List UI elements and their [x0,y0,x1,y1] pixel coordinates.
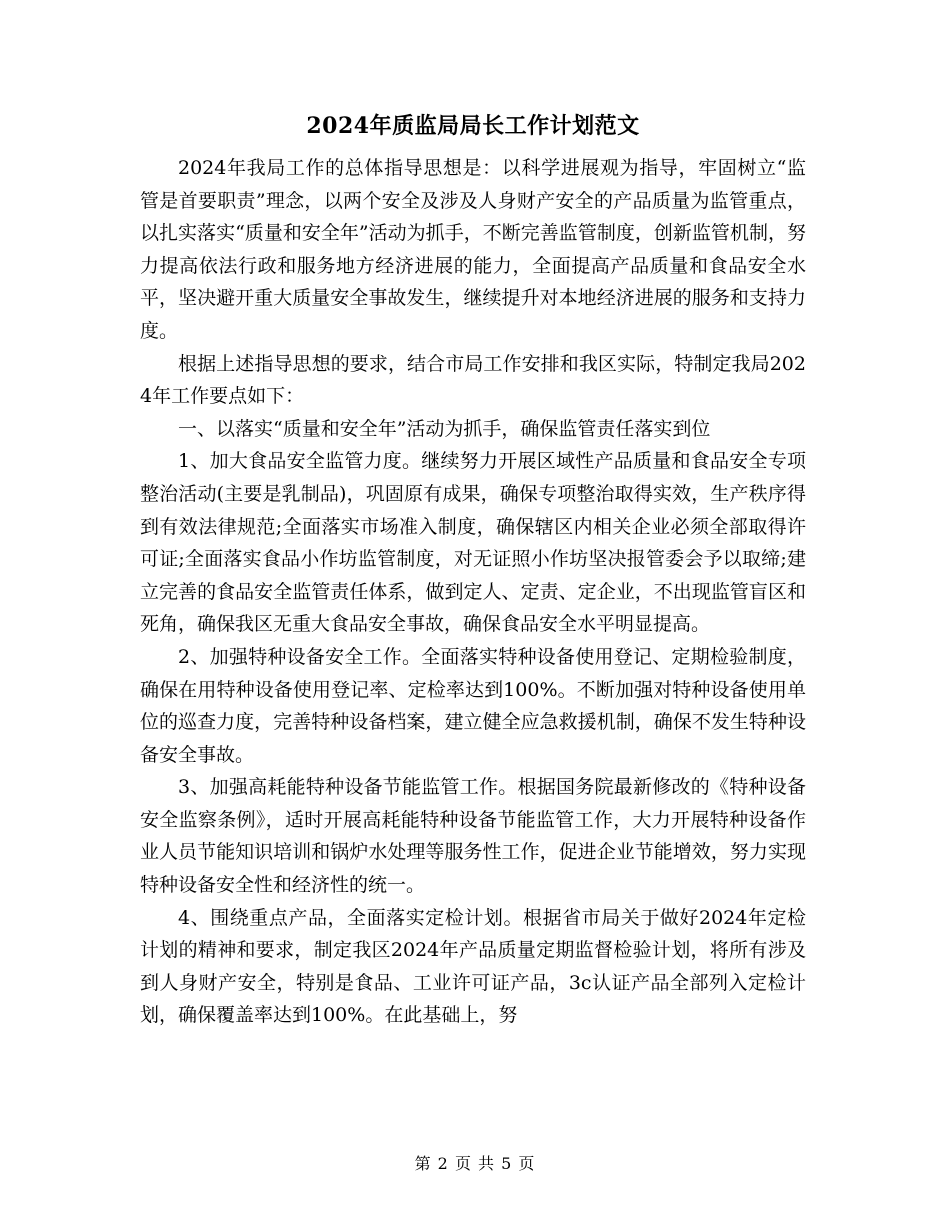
paragraph-work-points-intro: 根据上述指导思想的要求，结合市局工作安排和我区实际，特制定我局2024年工作要点如下： [140,352,806,408]
document-body [140,106,806,1032]
document-title: 2024年质监局局长工作计划范文 [306,113,640,139]
paragraph-item-3-energy-saving: 3、加强高耗能特种设备节能监管工作。根据国务院最新修改的《特种设备安全监察条例》，适时开展高耗能特种设备节能监管工作，大力开展特种设备作业人员节能知识培训和锅炉水处理等服务性工作，促进企业节能增效，努力实现特种设备安全性和经济性的统一。 [140,776,806,897]
page-number-footer: 第 2 页 共 5 页 [414,1154,536,1173]
paragraph-item-2-special-equipment: 2、加强特种设备安全工作。全面落实特种设备使用登记、定期检验制度，确保在用特种设备使用登记率、定检率达到100%。不断加强对特种设备使用单位的巡查力度，完善特种设备档案，建立健全应急救援机制，确保不发生特种设备安全事故。 [140,645,806,766]
paragraph-item-1-food-safety: 1、加大食品安全监管力度。继续努力开展区域性产品质量和食品安全专项整治活动(主要是乳制品)，巩固原有成果，确保专项整治取得实效，生产秩序得到有效法律规范;全面落实市场准入制度，确保辖区内相关企业必须全部取得许可证;全面落实食品小作坊监管制度，对无证照小作坊坚决报管委会予以取缔;建立完善的食品安全监管责任体系，做到定人、定责、定企业，不出现监管盲区和死角，确保我区无重大食品安全事故，确保食品安全水平明显提高。 [140,450,806,636]
section-heading-1: 一、以落实“质量和安全年”活动为抓手，确保监管责任落实到位 [178,417,711,440]
paragraph-item-4-inspection-plan: 4、围绕重点产品，全面落实定检计划。根据省市局关于做好2024年定检计划的精神和要求，制定我区2024年产品质量定期监督检验计划，将所有涉及到人身财产安全，特别是食品、工业许可证产品，3c认证产品全部列入定检计划，确保覆盖率达到100%。在此基础上，努 [140,906,806,1027]
paragraph-guiding-ideology: 2024年我局工作的总体指导思想是：以科学进展观为指导，牢固树立“监管是首要职责”理念，以两个安全及涉及人身财产安全的产品质量为监管重点，以扎实落实“质量和安全年”活动为抓手，不断完善监管制度，创新监管机制，努力提高依法行政和服务地方经济进展的能力，全面提高产品质量和食品安全水平，坚决避开重大质量安全事故发生，继续提升对本地经济进展的服务和支持力度。 [140,157,806,342]
